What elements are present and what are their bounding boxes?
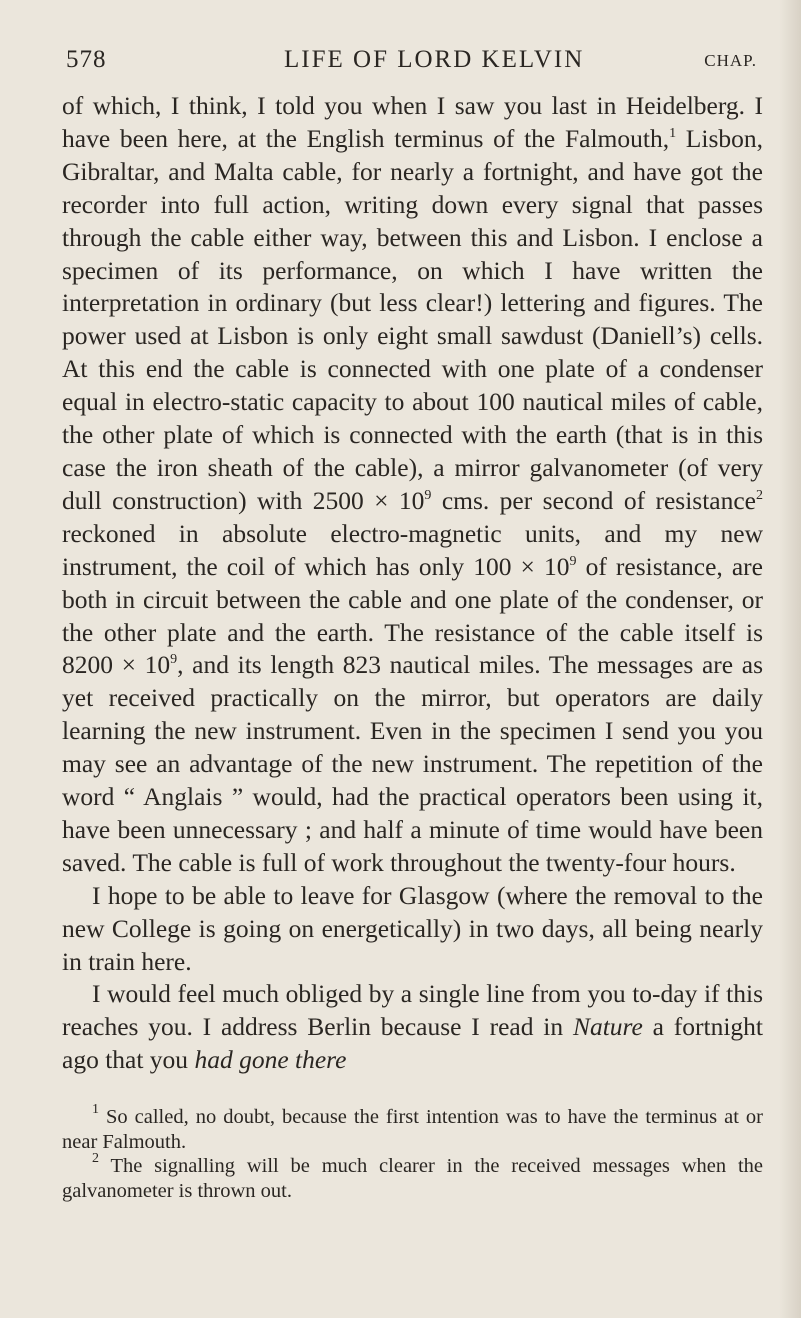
italic-title-nature: Nature [572, 1012, 643, 1042]
footnote-text: So called, no doubt, because the first intention was to have the terminus at or near Falmouth. [62, 1106, 763, 1153]
footnote-marker: 2 [92, 1151, 99, 1167]
text-run: reckoned in absolute electro-magnetic units, and my new instrument, the coil of which has only 100 × 10 [62, 518, 763, 581]
page-header [62, 46, 765, 90]
page-edge-shadow [779, 0, 801, 1318]
footnote-text: The signalling will be much clearer in the received messages when the galvanometer is thrown out. [62, 1155, 763, 1202]
paragraph-2: I hope to be able to leave for Glasgow (where the removal to the new College is going on energetically) in two days, all being nearly in train here. [62, 880, 763, 976]
page-number: 578 [66, 46, 107, 73]
text-run: of resistance, are both in circuit between the cable and one plate of the condenser, or the other plate and the earth. The resistance of the cable itself is 8200 × 10 [62, 551, 763, 680]
main-text [62, 90, 763, 1077]
exponent: 9 [569, 553, 577, 569]
text-run: of which, I think, I told you when I saw you last in Heidelberg. I have been here, at the English terminus of the Falmouth, [62, 91, 763, 153]
footnote-marker: 1 [92, 1102, 99, 1118]
text-run: a fortnight ago that you [62, 1012, 763, 1075]
footnotes [62, 1102, 763, 1203]
paragraph-3 [62, 978, 763, 1077]
chapter-label: CHAP. [704, 51, 757, 70]
exponent: 9 [170, 652, 178, 668]
paragraph-1 [62, 90, 763, 880]
footnote-2 [62, 1151, 763, 1203]
text-run: cms. per second of resistance [431, 485, 756, 515]
footnote-reference: 2 [756, 487, 763, 503]
running-title: LIFE OF LORD KELVIN [284, 46, 585, 73]
exponent: 9 [424, 487, 432, 503]
italic-emphasis: had gone there [194, 1045, 347, 1075]
footnote-reference: 1 [669, 125, 677, 141]
text-run: I would feel much obliged by a single line from you to-day if this reaches you. I address Berlin because I read in [62, 979, 763, 1042]
text-run: Lisbon, Gibraltar, and Malta cable, for nearly a fortnight, and have got the recorder into full action, writing down every signal that passes through the cable either way, between this and Lisbon. I enclose a specimen of its performance, on which I have written the interpretation in ordinary (but less clear!) lettering and figures. The power used at Lisbon is only eight small sawdust (Daniell’s) cells. At this end the cable is connected with one plate of a condenser equal in electro-static capacity to about 100 nautical miles of cable, the other plate of which is connected with the earth (that is in this case the iron sheath of the cable), a mirror galvanometer (of very dull construction) with 2500 × 10 [62, 123, 763, 515]
footnote-1 [62, 1102, 763, 1154]
text-run: , and its length 823 nautical miles. The messages are as yet received practically on the mirror, but operators are daily learning the new instrument. Even in the specimen I send you you may see an advantage of the new instrument. The repetition of the word “ Anglais ” would, had the practical operators been using it, have been unnecessary ; and half a minute of time would have been saved. The cable is full of work throughout the twenty-four hours. [62, 650, 763, 877]
